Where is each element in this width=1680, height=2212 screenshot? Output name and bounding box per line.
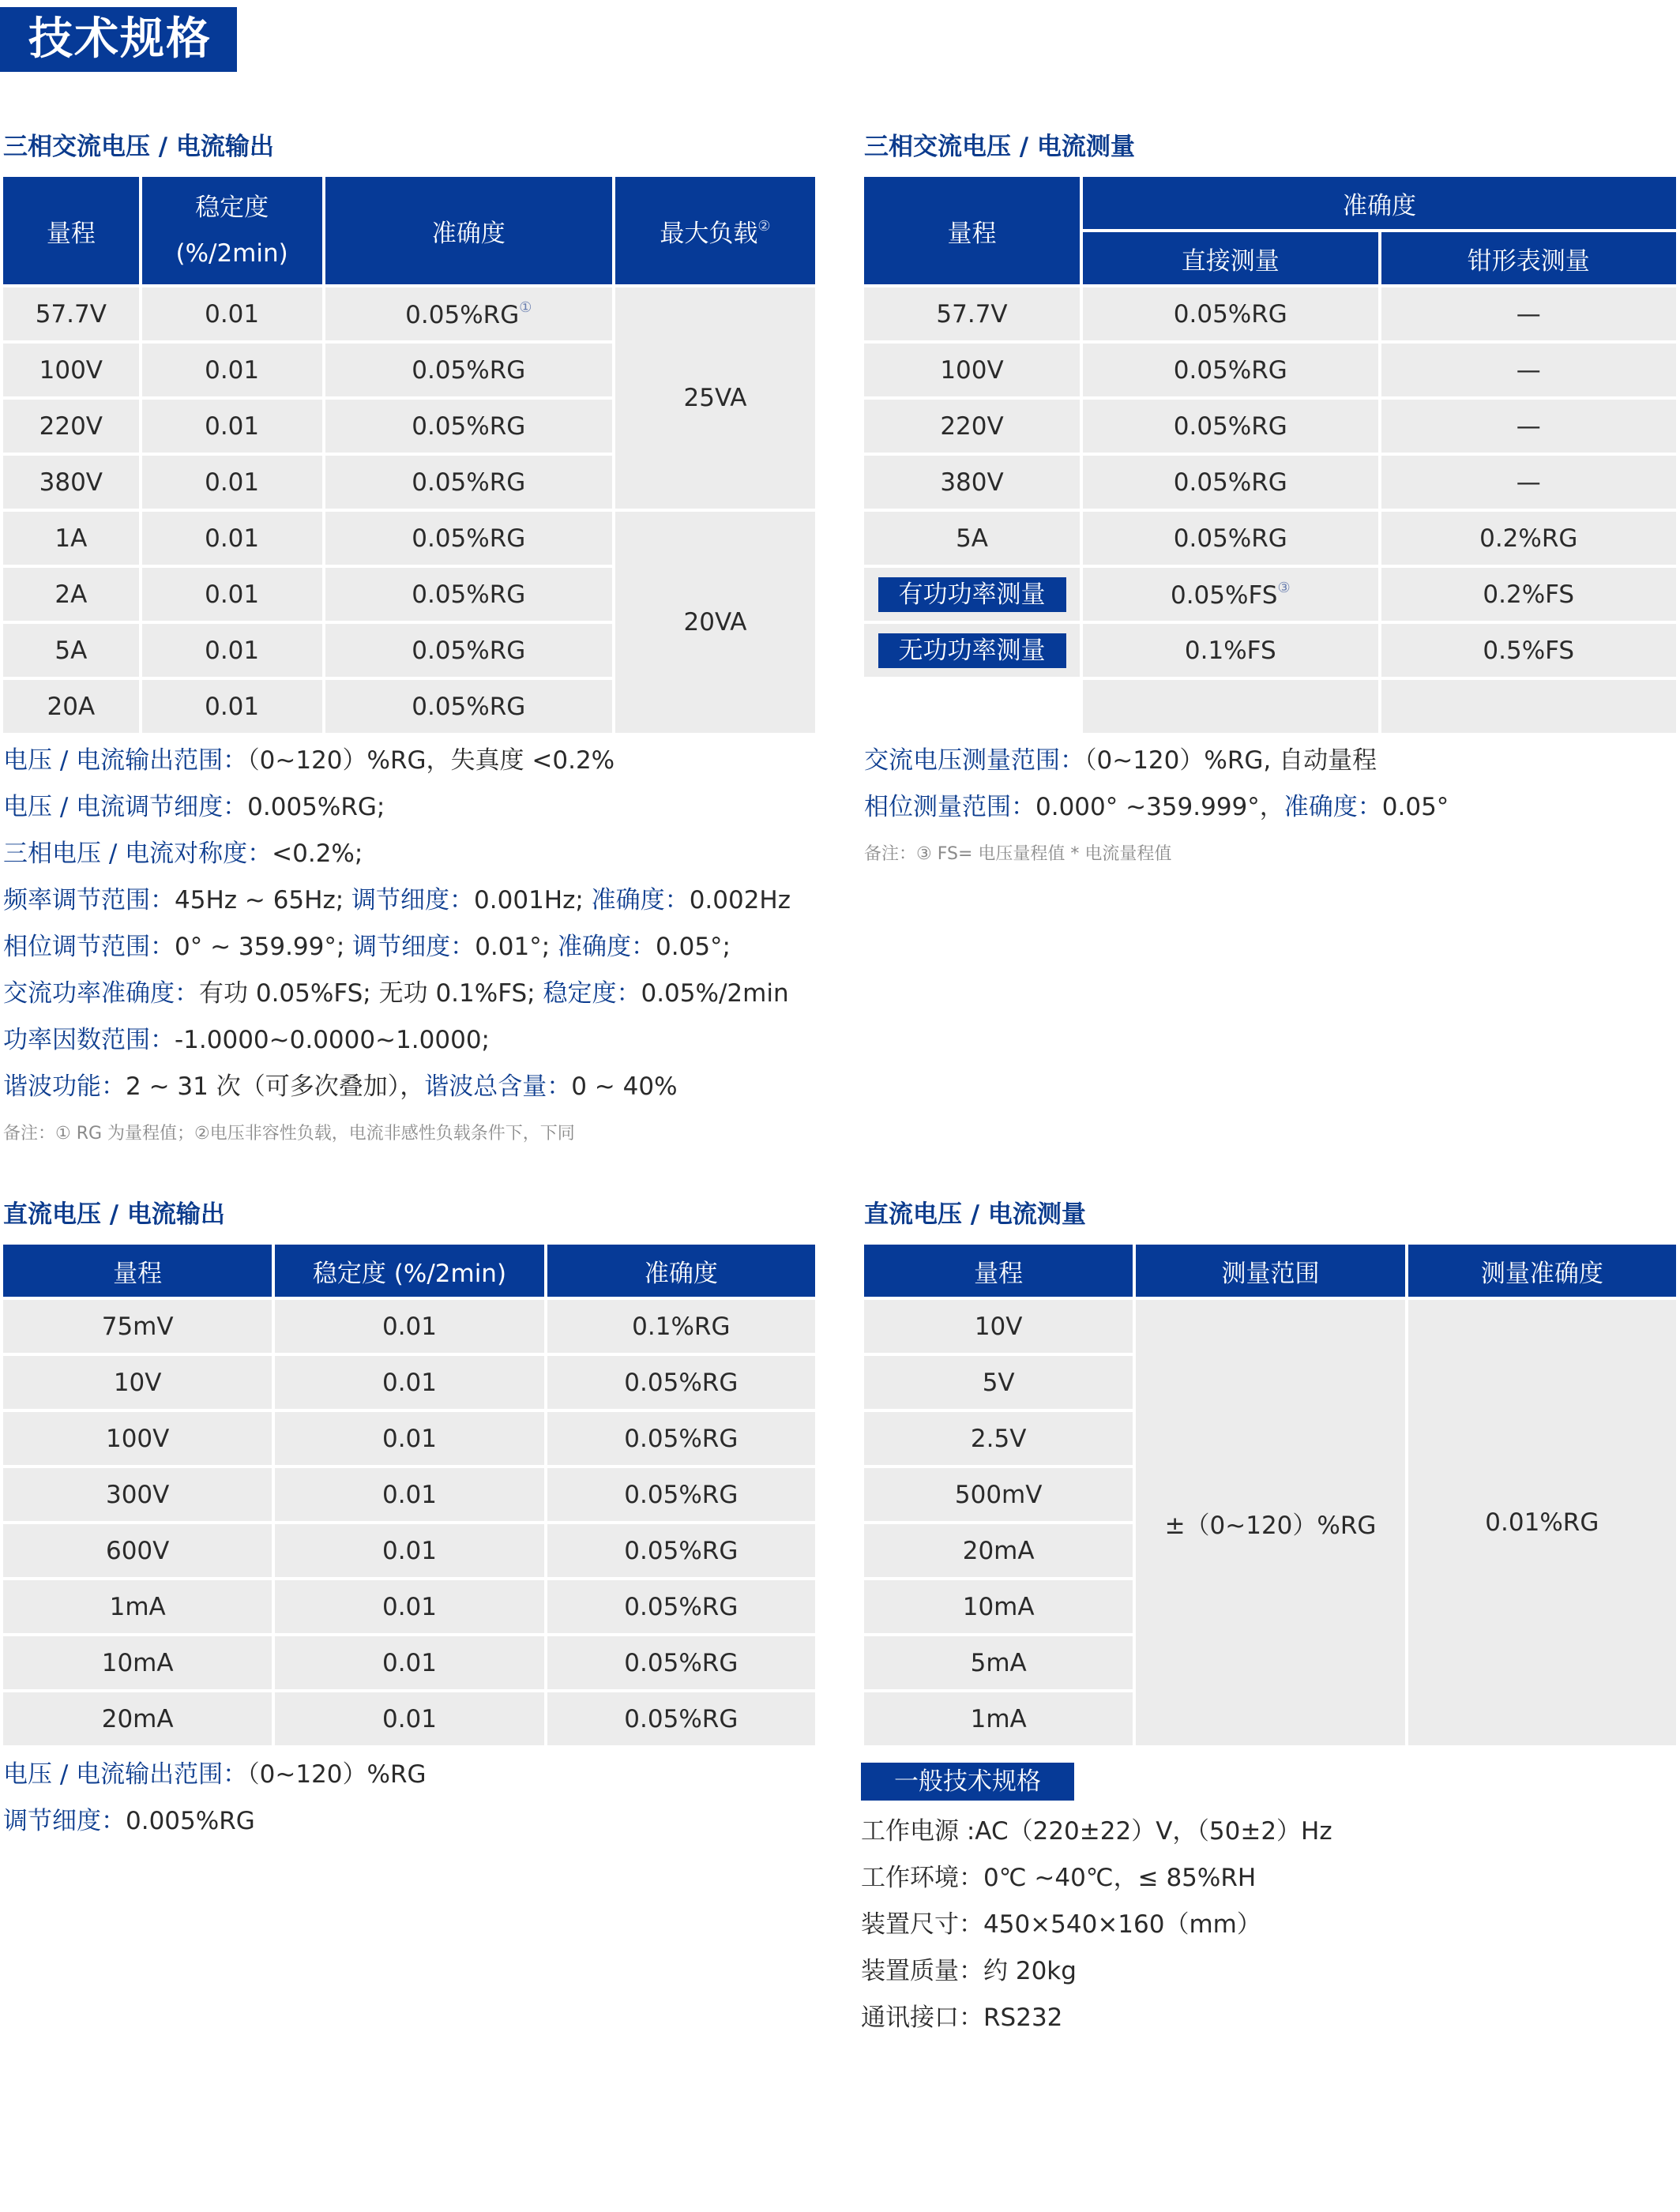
ac-output-footnote: 备注：① RG 为量程值；②电压非容性负载，电流非感性负载条件下，下同 xyxy=(3,1124,575,1144)
active-power-label: 有功功率测量 xyxy=(878,577,1066,612)
cell-measure-range: ±（0~120）%RG xyxy=(1136,1300,1404,1745)
ac-measure-footnote: 备注：③ FS= 电压量程值 * 电流量程值 xyxy=(864,844,1172,864)
note-line: 电压 / 电流输出范围：（0~120）%RG，失真度 <0.2% xyxy=(3,746,615,775)
header-accuracy: 准确度 xyxy=(547,1245,815,1297)
cell-range: 500mV xyxy=(864,1468,1133,1521)
dc-output-title: 直流电压 / 电流输出 xyxy=(3,1200,225,1229)
cell-stability: 0.01 xyxy=(275,1524,543,1577)
cell-range: 100V xyxy=(864,344,1080,396)
list-item: 装置尺寸：450×540×160（mm） xyxy=(861,1910,1261,1939)
cell-range: 20A xyxy=(3,680,139,733)
cell-clamp: — xyxy=(1381,344,1676,396)
note-line: 调节细度：0.005%RG xyxy=(3,1807,255,1835)
cell-range: 5A xyxy=(864,512,1080,565)
cell-stability: 0.01 xyxy=(275,1636,543,1689)
cell-range: 57.7V xyxy=(3,287,139,340)
header-range: 量程 xyxy=(3,1245,272,1297)
cell-range: 220V xyxy=(864,400,1080,453)
ac-output-title: 三相交流电压 / 电流输出 xyxy=(3,133,274,161)
cell-direct: 0.05%RG xyxy=(1083,400,1377,453)
cell-clamp: 0.2%FS xyxy=(1381,568,1676,621)
header-range: 量程 xyxy=(3,177,139,284)
cell-stability: 0.01 xyxy=(142,680,322,733)
cell-range: 10mA xyxy=(864,1580,1133,1633)
note-line: 交流电压测量范围：（0~120）%RG, 自动量程 xyxy=(864,746,1377,775)
note-line: 电压 / 电流输出范围：（0~120）%RG xyxy=(3,1760,427,1789)
general-spec-title: 一般技术规格 xyxy=(861,1763,1074,1801)
cell-accuracy: 0.05%RG xyxy=(325,568,612,621)
cell-direct: 0.05%RG xyxy=(1083,287,1377,340)
cell-range: 380V xyxy=(3,456,139,509)
cell-range: 220V xyxy=(3,400,139,453)
cell-clamp: — xyxy=(1381,456,1676,509)
header-accuracy: 准确度 xyxy=(325,177,612,284)
page-title: 技术规格 xyxy=(0,7,237,72)
dc-output-table xyxy=(0,1241,818,1748)
cell-range: 5A xyxy=(3,624,139,677)
cell-range: 75mV xyxy=(3,1300,272,1353)
cell-stability: 0.01 xyxy=(142,287,322,340)
list-item: 通讯接口：RS232 xyxy=(861,2004,1063,2032)
cell-accuracy: 0.05%RG xyxy=(547,1412,815,1465)
header-max-load: 最大负载② xyxy=(615,177,815,284)
cell-stability: 0.01 xyxy=(142,624,322,677)
cell-direct: 0.05%RG xyxy=(1083,456,1377,509)
cell-stability: 0.01 xyxy=(275,1300,543,1353)
header-accuracy: 准确度 xyxy=(1083,177,1676,229)
cell-range: 1A xyxy=(3,512,139,565)
header-clamp: 钳形表测量 xyxy=(1381,232,1676,284)
cell-accuracy: 0.05%RG xyxy=(325,512,612,565)
general-spec-list xyxy=(861,1808,1332,2041)
dc-measure-table xyxy=(861,1241,1679,1748)
cell-stability: 0.01 xyxy=(142,512,322,565)
cell-accuracy: 0.05%RG① xyxy=(325,287,612,340)
ac-measure-title: 三相交流电压 / 电流测量 xyxy=(864,133,1135,161)
cell-accuracy: 0.05%RG xyxy=(547,1580,815,1633)
cell-clamp: — xyxy=(1381,287,1676,340)
cell-range: 2.5V xyxy=(864,1412,1133,1465)
cell-stability: 0.01 xyxy=(142,344,322,396)
cell-range: 10V xyxy=(3,1356,272,1409)
note-line: 交流功率准确度：有功 0.05%FS; 无功 0.1%FS; 稳定度：0.05%/2min xyxy=(3,979,789,1008)
ac-output-table xyxy=(0,174,818,736)
header-range: 量程 xyxy=(864,177,1080,284)
cell-stability: 0.01 xyxy=(275,1468,543,1521)
cell-accuracy: 0.05%RG xyxy=(547,1636,815,1689)
cell-clamp: 0.5%FS xyxy=(1381,624,1676,677)
cell-stability: 0.01 xyxy=(275,1412,543,1465)
cell-range: 10V xyxy=(864,1300,1133,1353)
header-stability: 稳定度 (%/2min) xyxy=(275,1245,543,1297)
cell-range: 100V xyxy=(3,1412,272,1465)
reactive-power-label: 无功功率测量 xyxy=(878,633,1066,668)
cell-accuracy: 0.05%RG xyxy=(547,1524,815,1577)
cell-accuracy: 0.1%RG xyxy=(547,1300,815,1353)
cell-stability: 0.01 xyxy=(275,1580,543,1633)
cell-accuracy: 0.05%RG xyxy=(547,1356,815,1409)
dc-measure-title: 直流电压 / 电流测量 xyxy=(864,1200,1086,1229)
cell-clamp: — xyxy=(1381,400,1676,453)
cell-empty xyxy=(1083,680,1377,733)
cell-range: 2A xyxy=(3,568,139,621)
cell-range: 20mA xyxy=(864,1524,1133,1577)
cell-stability: 0.01 xyxy=(142,568,322,621)
dc-output-notes xyxy=(3,1752,427,1845)
note-line: 三相电压 / 电流对称度：<0.2%; xyxy=(3,839,363,868)
cell-range: 57.7V xyxy=(864,287,1080,340)
cell-power-label xyxy=(864,624,1080,677)
header-range: 量程 xyxy=(864,1245,1133,1297)
ac-measure-notes xyxy=(864,738,1449,831)
header-stability: 稳定度 (%/2min) xyxy=(142,177,322,284)
cell-direct: 0.05%RG xyxy=(1083,344,1377,396)
cell-accuracy: 0.05%RG xyxy=(325,400,612,453)
cell-direct: 0.1%FS xyxy=(1083,624,1377,677)
cell-measure-accuracy: 0.01%RG xyxy=(1408,1300,1676,1745)
cell-stability: 0.01 xyxy=(142,400,322,453)
cell-range: 600V xyxy=(3,1524,272,1577)
cell-load-current: 20VA xyxy=(615,512,815,733)
cell-clamp: 0.2%RG xyxy=(1381,512,1676,565)
cell-range: 10mA xyxy=(3,1636,272,1689)
cell-stability: 0.01 xyxy=(275,1356,543,1409)
cell-accuracy: 0.05%RG xyxy=(325,624,612,677)
cell-range: 20mA xyxy=(3,1692,272,1745)
cell-range: 300V xyxy=(3,1468,272,1521)
note-line: 功率因数范围：-1.0000~0.0000~1.0000; xyxy=(3,1026,490,1054)
cell-direct: 0.05%RG xyxy=(1083,512,1377,565)
cell-range: 5mA xyxy=(864,1636,1133,1689)
cell-accuracy: 0.05%RG xyxy=(547,1468,815,1521)
cell-range: 1mA xyxy=(3,1580,272,1633)
list-item: 装置质量：约 20kg xyxy=(861,1957,1077,1985)
cell-empty xyxy=(1381,680,1676,733)
note-line: 频率调节范围：45Hz ~ 65Hz; 调节细度：0.001Hz; 准确度：0.002Hz xyxy=(3,886,791,914)
cell-stability: 0.01 xyxy=(275,1692,543,1745)
cell-range: 380V xyxy=(864,456,1080,509)
cell-stability: 0.01 xyxy=(142,456,322,509)
cell-accuracy: 0.05%RG xyxy=(547,1692,815,1745)
cell-range: 5V xyxy=(864,1356,1133,1409)
note-line: 电压 / 电流调节细度：0.005%RG; xyxy=(3,793,385,821)
cell-power-label xyxy=(864,568,1080,621)
cell-accuracy: 0.05%RG xyxy=(325,344,612,396)
note-line: 相位调节范围：0° ~ 359.99°; 调节细度：0.01°; 准确度：0.05°; xyxy=(3,933,731,961)
cell-range: 1mA xyxy=(864,1692,1133,1745)
ac-measure-table xyxy=(861,174,1679,736)
list-item: 工作电源 :AC（220±22）V，（50±2）Hz xyxy=(861,1817,1332,1846)
cell-accuracy: 0.05%RG xyxy=(325,456,612,509)
header-measure-range: 测量范围 xyxy=(1136,1245,1404,1297)
cell-direct: 0.05%FS③ xyxy=(1083,568,1377,621)
list-item: 工作环境：0℃ ~40℃，≤ 85%RH xyxy=(861,1864,1257,1892)
note-line: 相位测量范围：0.000° ~359.999°，准确度：0.05° xyxy=(864,793,1449,821)
cell-load-voltage: 25VA xyxy=(615,287,815,509)
ac-output-notes xyxy=(3,738,791,1110)
cell-empty xyxy=(864,680,1080,733)
cell-accuracy: 0.05%RG xyxy=(325,680,612,733)
cell-range: 100V xyxy=(3,344,139,396)
note-line: 谐波功能：2 ~ 31 次（可多次叠加），谐波总含量：0 ~ 40% xyxy=(3,1072,678,1101)
header-accuracy: 测量准确度 xyxy=(1408,1245,1676,1297)
header-direct: 直接测量 xyxy=(1083,232,1377,284)
